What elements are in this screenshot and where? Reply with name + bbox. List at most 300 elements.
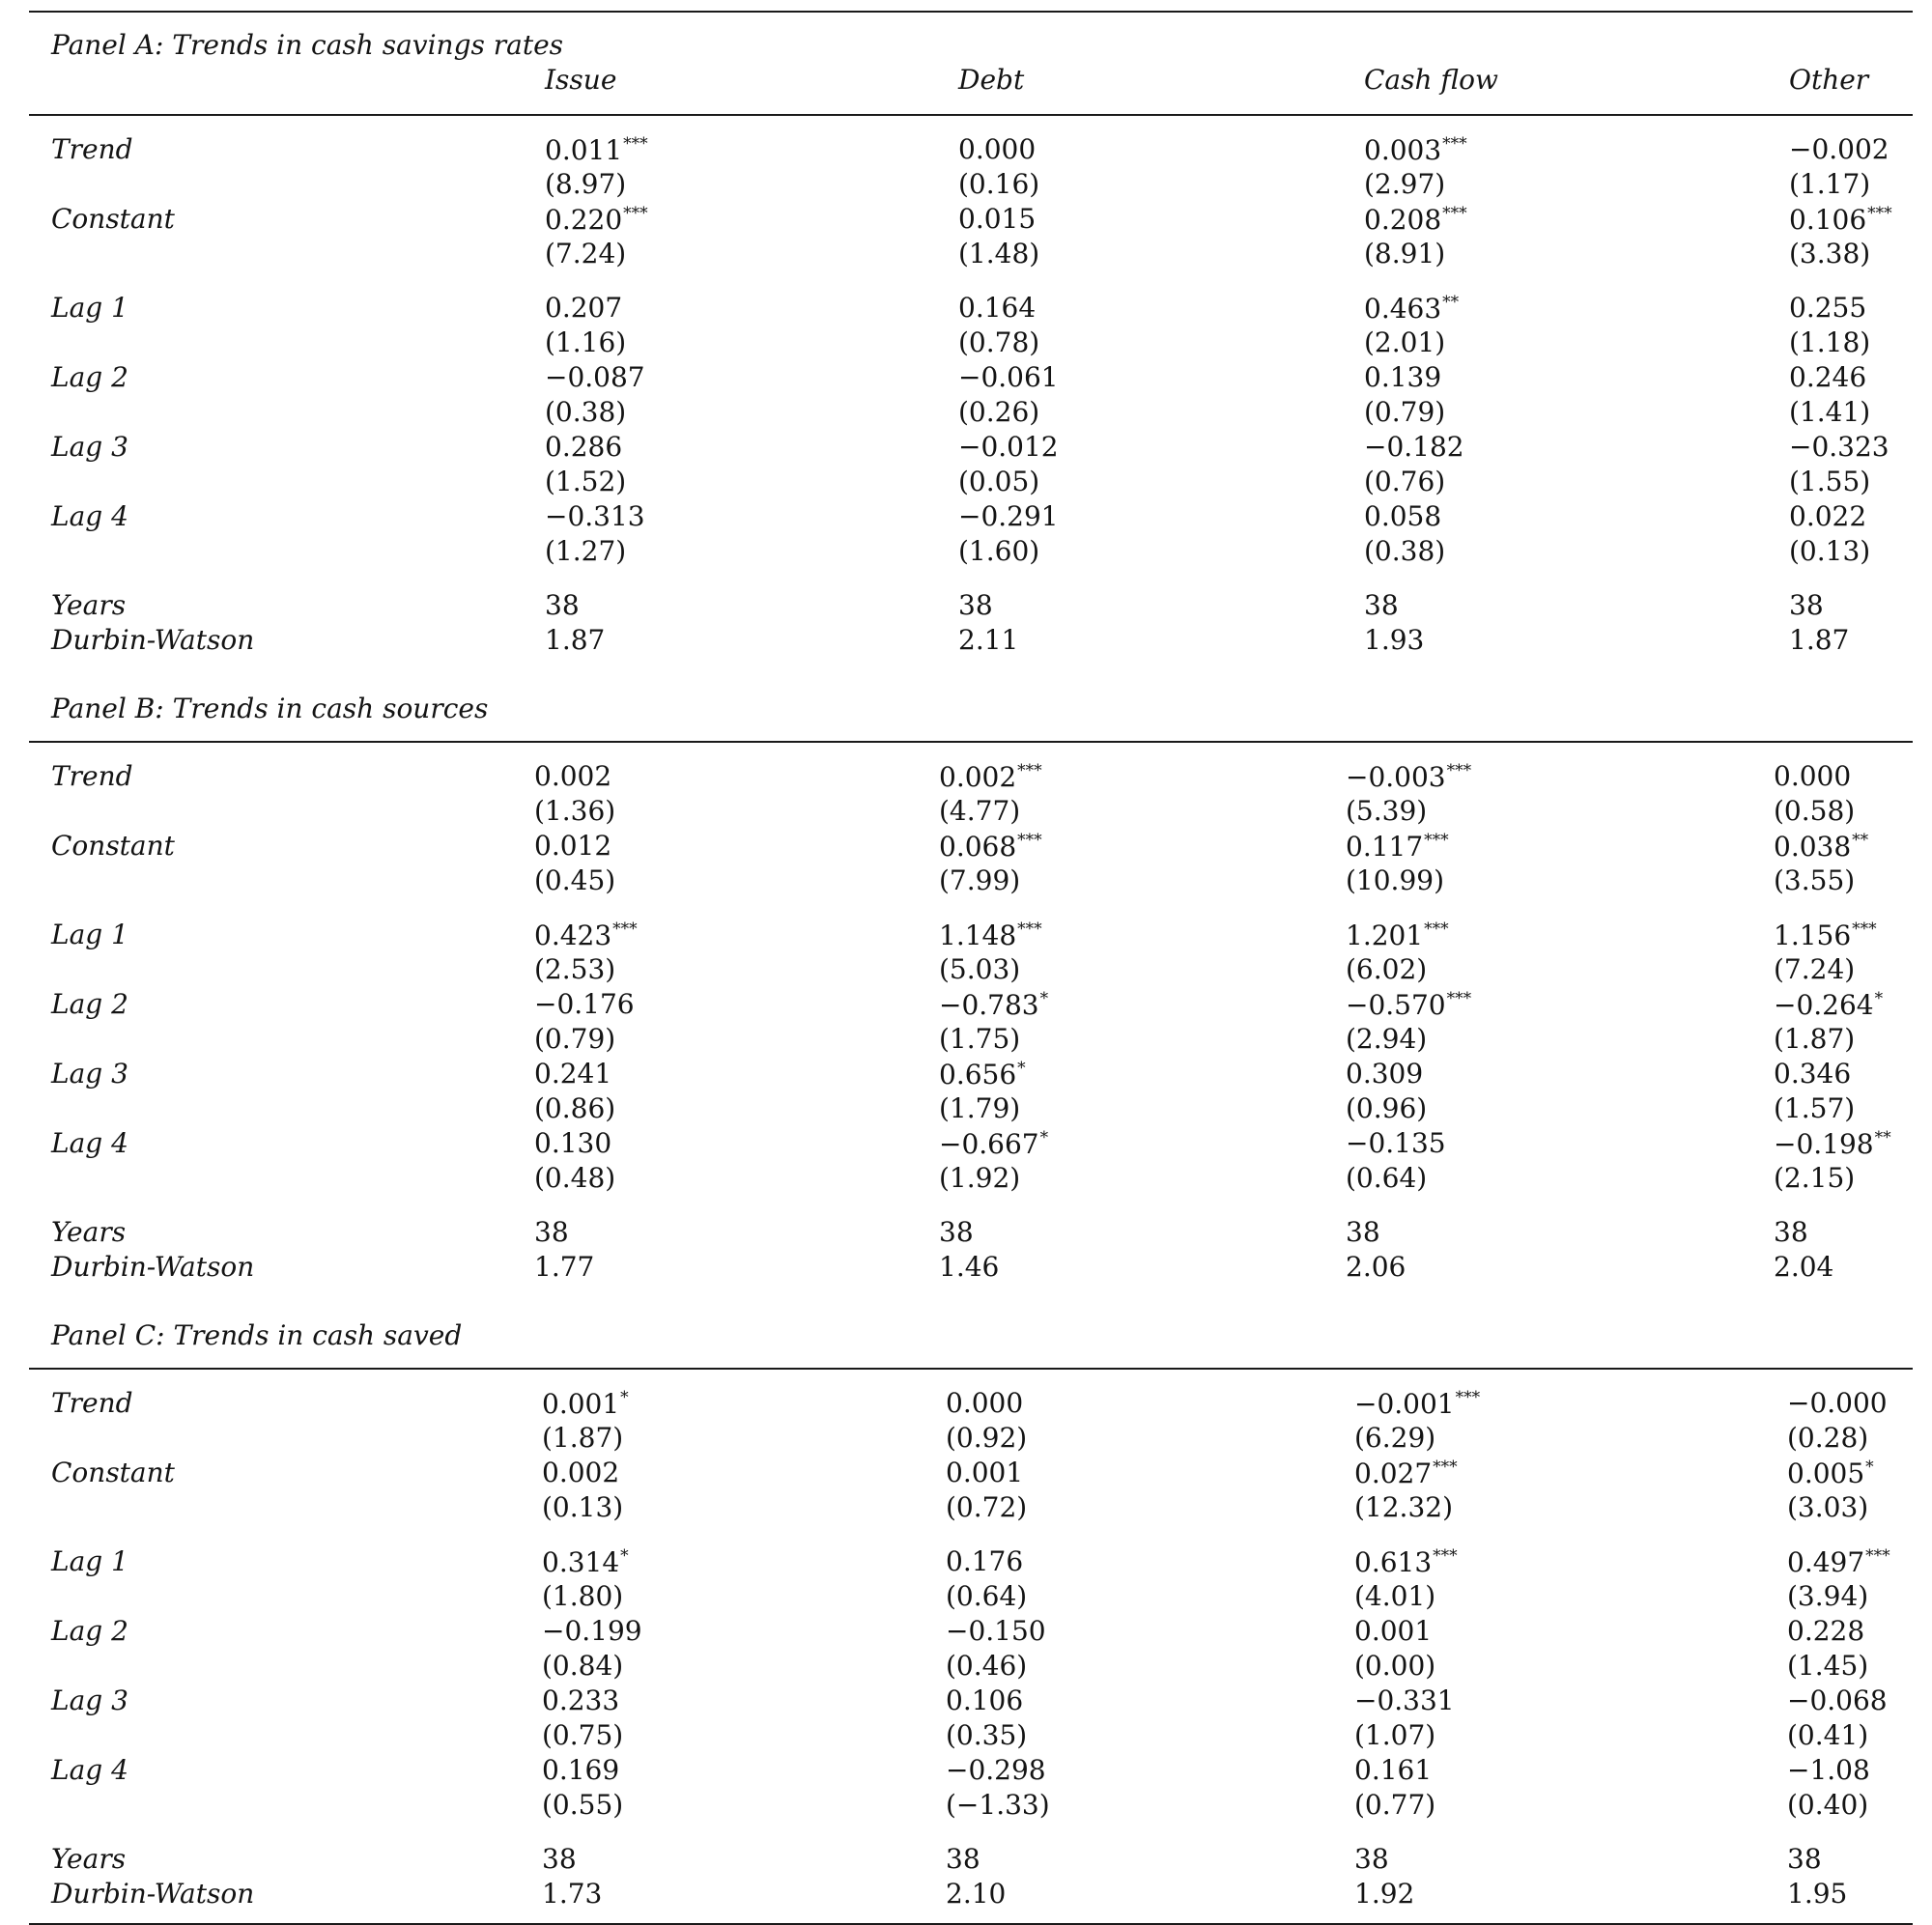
cell-value: (1.60) xyxy=(958,535,1040,567)
cell-value: (2.15) xyxy=(1774,1162,1856,1194)
row-label: Lag 3 xyxy=(51,1684,128,1716)
cell-value: 0.000 xyxy=(1774,760,1852,792)
table-cell xyxy=(1789,535,1871,567)
table-cell xyxy=(542,1491,624,1523)
cell-value: (0.64) xyxy=(1346,1162,1428,1194)
row-label: Trend xyxy=(51,1387,133,1419)
row-label: Lag 1 xyxy=(51,1545,128,1577)
cell-value: −0.135 xyxy=(1346,1127,1446,1159)
table-cell xyxy=(1346,1092,1428,1124)
table-cell xyxy=(542,1580,624,1612)
table-cell xyxy=(534,795,616,827)
cell-value: (4.77) xyxy=(939,795,1021,827)
table-cell xyxy=(1364,168,1446,200)
table-cell xyxy=(1354,1548,1458,1576)
table-cell xyxy=(1774,991,1883,1019)
table-cell xyxy=(1364,206,1467,234)
cell-value: 1.148 xyxy=(939,920,1017,951)
table-cell xyxy=(946,1580,1028,1612)
table-cell xyxy=(545,292,623,324)
cell-value: (1.57) xyxy=(1774,1092,1856,1124)
cell-value: (0.72) xyxy=(946,1491,1028,1523)
significance-stars: *** xyxy=(623,134,648,154)
table-cell xyxy=(946,1684,1024,1716)
cell-value: 0.002 xyxy=(939,761,1017,793)
column-header: Cash flow xyxy=(1364,64,1498,96)
table-cell xyxy=(1346,1162,1428,1194)
panel-title: Panel B: Trends in cash sources xyxy=(51,693,489,724)
cell-value: (1.75) xyxy=(939,1023,1021,1055)
table-cell xyxy=(1346,1251,1406,1283)
cell-value: 0.139 xyxy=(1364,361,1442,393)
significance-stars: *** xyxy=(1442,204,1467,223)
table-cell xyxy=(534,988,635,1020)
cell-value: 0.012 xyxy=(534,830,612,862)
cell-value: −0.298 xyxy=(946,1754,1046,1786)
table-cell xyxy=(1354,1789,1436,1821)
cell-value: (0.64) xyxy=(946,1580,1028,1612)
cell-value: 0.208 xyxy=(1364,204,1442,236)
cell-value: 38 xyxy=(1346,1216,1380,1248)
table-cell xyxy=(1364,624,1425,656)
cell-value: 0.106 xyxy=(946,1684,1024,1716)
cell-value: (7.24) xyxy=(1774,953,1856,985)
table-cell xyxy=(542,1684,620,1716)
cell-value: (7.99) xyxy=(939,864,1021,896)
column-header: Other xyxy=(1789,64,1869,96)
cell-value: 1.87 xyxy=(1789,624,1850,656)
cell-value: (0.96) xyxy=(1346,1092,1428,1124)
cell-value: −1.08 xyxy=(1787,1754,1870,1786)
row-label: Lag 4 xyxy=(51,500,128,532)
table-cell xyxy=(1787,1580,1869,1612)
table-cell xyxy=(1789,396,1871,428)
table-cell xyxy=(1346,921,1449,949)
table-cell xyxy=(545,589,580,621)
cell-value: (1.87) xyxy=(1774,1023,1856,1055)
cell-value: 38 xyxy=(1364,589,1399,621)
cell-value: −0.061 xyxy=(958,361,1059,393)
cell-value: (6.02) xyxy=(1346,953,1428,985)
cell-value: (1.41) xyxy=(1789,396,1871,428)
cell-value: (0.28) xyxy=(1787,1422,1869,1454)
table-cell xyxy=(545,500,645,532)
table-cell xyxy=(545,361,645,393)
table-cell xyxy=(542,1843,577,1875)
cell-value: −0.291 xyxy=(958,500,1059,532)
row-label: Lag 1 xyxy=(51,919,128,950)
table-cell xyxy=(1787,1684,1888,1716)
cell-value: 0.423 xyxy=(534,920,612,951)
table-cell xyxy=(534,760,612,792)
table-cell xyxy=(1774,921,1877,949)
table-cell xyxy=(1787,1491,1869,1523)
table-cell xyxy=(946,1422,1028,1454)
cell-value: (3.03) xyxy=(1787,1491,1869,1523)
table-cell xyxy=(1346,953,1428,985)
cell-value: 2.04 xyxy=(1774,1251,1834,1283)
table-cell xyxy=(534,1127,612,1159)
table-cell xyxy=(1789,133,1889,165)
cell-value: 0.001 xyxy=(542,1388,620,1420)
cell-value: 1.95 xyxy=(1787,1878,1848,1910)
table-cell xyxy=(1346,1127,1446,1159)
table-cell xyxy=(1774,1251,1834,1283)
table-cell xyxy=(534,921,638,949)
table-cell xyxy=(542,1719,624,1751)
row-label: Durbin-Watson xyxy=(51,1878,255,1910)
cell-value: 38 xyxy=(946,1843,980,1875)
cell-value: (8.91) xyxy=(1364,238,1446,269)
cell-value: (0.84) xyxy=(542,1650,624,1682)
cell-value: (0.35) xyxy=(946,1719,1028,1751)
table-cell xyxy=(939,1251,1000,1283)
cell-value: (1.18) xyxy=(1789,326,1871,358)
table-cell xyxy=(958,133,1037,165)
table-cell xyxy=(1364,468,1445,495)
cell-value: 0.309 xyxy=(1346,1058,1424,1090)
cell-value: 1.46 xyxy=(939,1251,1000,1283)
table-cell xyxy=(1787,1754,1870,1786)
table-cell xyxy=(958,468,1039,495)
table-cell xyxy=(542,1789,624,1821)
cell-value: (0.00) xyxy=(1354,1650,1436,1682)
table-cell xyxy=(1774,1023,1856,1055)
cell-value: (0.75) xyxy=(542,1719,624,1751)
cell-value: (8.97) xyxy=(545,168,627,200)
row-label: Lag 2 xyxy=(51,361,128,393)
significance-stars: *** xyxy=(1017,920,1042,939)
table-cell xyxy=(1354,1878,1415,1910)
row-label: Lag 4 xyxy=(51,1127,128,1159)
significance-stars: * xyxy=(620,1388,629,1407)
cell-value: (5.39) xyxy=(1346,795,1428,827)
significance-stars: ** xyxy=(1852,831,1869,850)
table-cell xyxy=(545,326,627,358)
row-label: Lag 1 xyxy=(51,292,128,324)
cell-value: 0.058 xyxy=(1364,500,1442,532)
cell-value: −0.313 xyxy=(545,500,645,532)
table-cell xyxy=(1364,238,1446,269)
cell-value: (1.52) xyxy=(545,466,627,497)
significance-stars: * xyxy=(1865,1458,1874,1477)
table-cell xyxy=(1364,396,1446,428)
row-label: Durbin-Watson xyxy=(51,1251,255,1283)
table-cell xyxy=(946,1843,980,1875)
table-cell xyxy=(1346,1216,1380,1248)
cell-value: (3.55) xyxy=(1774,864,1856,896)
cell-value: 0.011 xyxy=(545,134,623,166)
cell-value: −0.001 xyxy=(1354,1388,1455,1420)
table-cell xyxy=(1354,1650,1436,1682)
row-label: Constant xyxy=(51,1457,175,1488)
table-cell xyxy=(542,1878,603,1910)
table-cell xyxy=(1364,136,1467,164)
table-cell xyxy=(939,1130,1048,1158)
table-cell xyxy=(1346,991,1471,1019)
cell-value: (0.26) xyxy=(958,396,1040,428)
cell-value: 0.038 xyxy=(1774,831,1852,863)
cell-value: (0.13) xyxy=(1789,535,1871,567)
cell-value: −0.003 xyxy=(1346,761,1446,793)
cell-value: (1.36) xyxy=(534,795,616,827)
significance-stars: *** xyxy=(1865,1546,1890,1566)
table-cell xyxy=(939,864,1021,896)
table-cell xyxy=(534,864,616,896)
cell-value: (0.79) xyxy=(534,1023,616,1055)
cell-value: 0.000 xyxy=(958,133,1037,165)
cell-value: (1.27) xyxy=(545,535,627,567)
cell-value: (5.03) xyxy=(939,953,1021,985)
significance-stars: *** xyxy=(623,204,648,223)
table-cell xyxy=(1787,1387,1888,1419)
significance-stars: *** xyxy=(1455,1388,1481,1407)
significance-stars: *** xyxy=(1852,920,1877,939)
cell-value: 0.002 xyxy=(534,760,612,792)
cell-value: 0.613 xyxy=(1354,1546,1433,1578)
cell-value: 0.106 xyxy=(1789,204,1867,236)
table-cell xyxy=(958,238,1040,269)
cell-value: (1.48) xyxy=(958,238,1040,269)
cell-value: −0.570 xyxy=(1346,989,1446,1021)
table-cell xyxy=(958,535,1040,567)
cell-value: 1.87 xyxy=(545,624,606,656)
table-cell xyxy=(1774,1130,1891,1158)
cell-value: (1.07) xyxy=(1354,1719,1436,1751)
cell-value: (1.87) xyxy=(542,1422,624,1454)
table-cell xyxy=(946,1789,1050,1821)
table-cell xyxy=(1354,1390,1480,1418)
row-label: Constant xyxy=(51,830,175,862)
cell-value: (0.77) xyxy=(1354,1789,1436,1821)
cell-value: 38 xyxy=(1789,589,1824,621)
cell-value: 1.92 xyxy=(1354,1878,1415,1910)
cell-value: (1.45) xyxy=(1787,1650,1869,1682)
row-label: Trend xyxy=(51,133,133,165)
table-cell xyxy=(1354,1843,1389,1875)
table-cell xyxy=(939,953,1021,985)
table-cell xyxy=(958,168,1040,200)
table-cell xyxy=(1364,535,1446,567)
cell-value: (4.01) xyxy=(1354,1580,1436,1612)
row-label: Years xyxy=(51,1843,127,1875)
table-cell xyxy=(1774,1216,1808,1248)
table-cell xyxy=(545,624,606,656)
cell-value: 0.656 xyxy=(939,1059,1017,1090)
table-cell xyxy=(545,136,648,164)
table-cell xyxy=(958,589,993,621)
table-cell xyxy=(1774,833,1868,861)
row-label: Lag 2 xyxy=(51,1615,128,1647)
table-cell xyxy=(1364,431,1464,463)
cell-value: (0.76) xyxy=(1364,466,1446,497)
column-header: Issue xyxy=(545,64,617,96)
cell-value: −0.331 xyxy=(1354,1684,1455,1716)
table-cell xyxy=(1789,624,1850,656)
significance-stars: *** xyxy=(1017,761,1042,780)
cell-value: 0.463 xyxy=(1364,293,1442,325)
table-cell xyxy=(946,1719,1028,1751)
table-cell xyxy=(946,1387,1024,1419)
table-cell xyxy=(958,326,1040,358)
cell-value: 0.001 xyxy=(1354,1615,1433,1647)
table-cell xyxy=(939,833,1042,861)
significance-stars: *** xyxy=(1424,831,1449,850)
cell-value: 0.207 xyxy=(545,292,623,324)
table-cell xyxy=(939,921,1042,949)
table-cell xyxy=(1789,168,1871,200)
table-cell xyxy=(1364,500,1442,532)
panel-title: Panel C: Trends in cash saved xyxy=(51,1319,463,1351)
table-cell xyxy=(1774,760,1852,792)
significance-stars: *** xyxy=(1446,989,1472,1008)
cell-value: (0.40) xyxy=(1787,1789,1869,1821)
table-cell xyxy=(1354,1422,1436,1454)
table-cell xyxy=(1787,1615,1865,1647)
table-cell xyxy=(545,431,623,463)
table-cell xyxy=(939,1162,1021,1194)
cell-value: (1.17) xyxy=(1789,168,1871,200)
table-cell xyxy=(939,795,1021,827)
cell-value: 2.11 xyxy=(958,624,1019,656)
table-cell xyxy=(946,1650,1028,1682)
cell-value: −0.783 xyxy=(939,989,1039,1021)
cell-value: (7.24) xyxy=(545,238,627,269)
table-cell xyxy=(1354,1580,1436,1612)
table-cell xyxy=(1789,589,1824,621)
table-cell xyxy=(946,1491,1028,1523)
table-cell xyxy=(1354,1684,1455,1716)
cell-value: (0.45) xyxy=(534,864,616,896)
row-label: Lag 4 xyxy=(51,1754,128,1786)
table-cell xyxy=(946,1459,1023,1486)
panel-title: Panel A: Trends in cash savings rates xyxy=(51,29,564,61)
cell-value: (3.94) xyxy=(1787,1580,1869,1612)
cell-value: (0.16) xyxy=(958,168,1040,200)
cell-value: (1.80) xyxy=(542,1580,624,1612)
cell-value: 38 xyxy=(939,1216,974,1248)
cell-value: 0.169 xyxy=(542,1754,620,1786)
cell-value: −0.176 xyxy=(534,988,635,1020)
table-cell xyxy=(534,1162,616,1194)
row-label: Lag 3 xyxy=(51,1058,128,1090)
significance-stars: * xyxy=(1017,1059,1026,1078)
cell-value: (1.16) xyxy=(545,326,627,358)
table-cell xyxy=(1364,361,1442,393)
cell-value: 0.003 xyxy=(1364,134,1442,166)
cell-value: (6.29) xyxy=(1354,1422,1436,1454)
significance-stars: *** xyxy=(1424,920,1449,939)
row-label: Durbin-Watson xyxy=(51,624,255,656)
table-cell xyxy=(1789,206,1892,234)
column-header: Debt xyxy=(958,64,1025,96)
table-cell xyxy=(1787,1789,1869,1821)
cell-value: −0.002 xyxy=(1789,133,1889,165)
table-cell xyxy=(534,1216,569,1248)
table-cell xyxy=(1789,361,1867,393)
cell-value: −0.667 xyxy=(939,1128,1039,1160)
significance-stars: * xyxy=(620,1546,629,1566)
cell-value: (12.32) xyxy=(1354,1491,1454,1523)
table-cell xyxy=(1354,1719,1436,1751)
table-cell xyxy=(1787,1719,1869,1751)
table-cell xyxy=(545,535,627,567)
table-cell xyxy=(542,1754,620,1786)
table-cell xyxy=(1354,1754,1433,1786)
cell-value: 0.027 xyxy=(1354,1458,1433,1489)
table-cell xyxy=(545,238,627,269)
table-cell xyxy=(1774,864,1856,896)
cell-value: 1.156 xyxy=(1774,920,1852,951)
cell-value: −0.087 xyxy=(545,361,645,393)
table-cell xyxy=(939,1092,1021,1124)
table-cell xyxy=(1774,795,1856,827)
table-cell xyxy=(542,1548,629,1576)
cell-value: 1.73 xyxy=(542,1878,603,1910)
cell-value: 0.068 xyxy=(939,831,1017,863)
row-label: Trend xyxy=(51,760,133,792)
cell-value: (0.79) xyxy=(1364,396,1446,428)
cell-value: 1.77 xyxy=(534,1251,595,1283)
significance-stars: * xyxy=(1039,989,1049,1008)
cell-value: 0.220 xyxy=(545,204,623,236)
table-cell xyxy=(1787,1548,1890,1576)
table-cell xyxy=(545,206,648,234)
cell-value: 0.005 xyxy=(1787,1458,1865,1489)
cell-value: (10.99) xyxy=(1346,864,1445,896)
cell-value: (0.41) xyxy=(1787,1719,1869,1751)
cell-value: 38 xyxy=(1354,1843,1389,1875)
table-cell xyxy=(939,763,1042,791)
row-label: Constant xyxy=(51,203,175,235)
cell-value: (2.53) xyxy=(534,953,616,985)
table-cell xyxy=(958,624,1019,656)
table-cell xyxy=(534,1092,616,1124)
table-cell xyxy=(1787,1878,1848,1910)
significance-stars: ** xyxy=(1442,293,1460,312)
cell-value: −0.264 xyxy=(1774,989,1874,1021)
cell-value: 0.161 xyxy=(1354,1754,1433,1786)
table-cell xyxy=(1346,1023,1428,1055)
table-cell xyxy=(1346,763,1471,791)
cell-value: 0.497 xyxy=(1787,1546,1865,1578)
table-cell xyxy=(545,468,626,495)
cell-value: (2.94) xyxy=(1346,1023,1428,1055)
table-rule xyxy=(29,741,1913,743)
cell-value: 0.117 xyxy=(1346,831,1424,863)
table-cell xyxy=(1787,1422,1869,1454)
cell-value: 0.130 xyxy=(534,1127,612,1159)
cell-value: 0.255 xyxy=(1789,292,1867,324)
table-cell xyxy=(545,396,627,428)
cell-value: (0.86) xyxy=(534,1092,616,1124)
cell-value: 38 xyxy=(958,589,993,621)
table-cell xyxy=(545,168,627,200)
table-rule xyxy=(29,1368,1913,1370)
table-cell xyxy=(939,991,1048,1019)
cell-value: (2.97) xyxy=(1364,168,1446,200)
cell-value: (0.55) xyxy=(542,1789,624,1821)
table-cell xyxy=(1346,864,1445,896)
cell-value: (0.38) xyxy=(545,396,627,428)
row-label: Years xyxy=(51,1216,127,1248)
cell-value: 38 xyxy=(542,1843,577,1875)
cell-value: (0.38) xyxy=(1364,535,1446,567)
cell-value: (0.46) xyxy=(946,1650,1028,1682)
table-cell xyxy=(542,1615,642,1647)
cell-value: 0.022 xyxy=(1789,500,1867,532)
table-cell xyxy=(1787,1843,1822,1875)
